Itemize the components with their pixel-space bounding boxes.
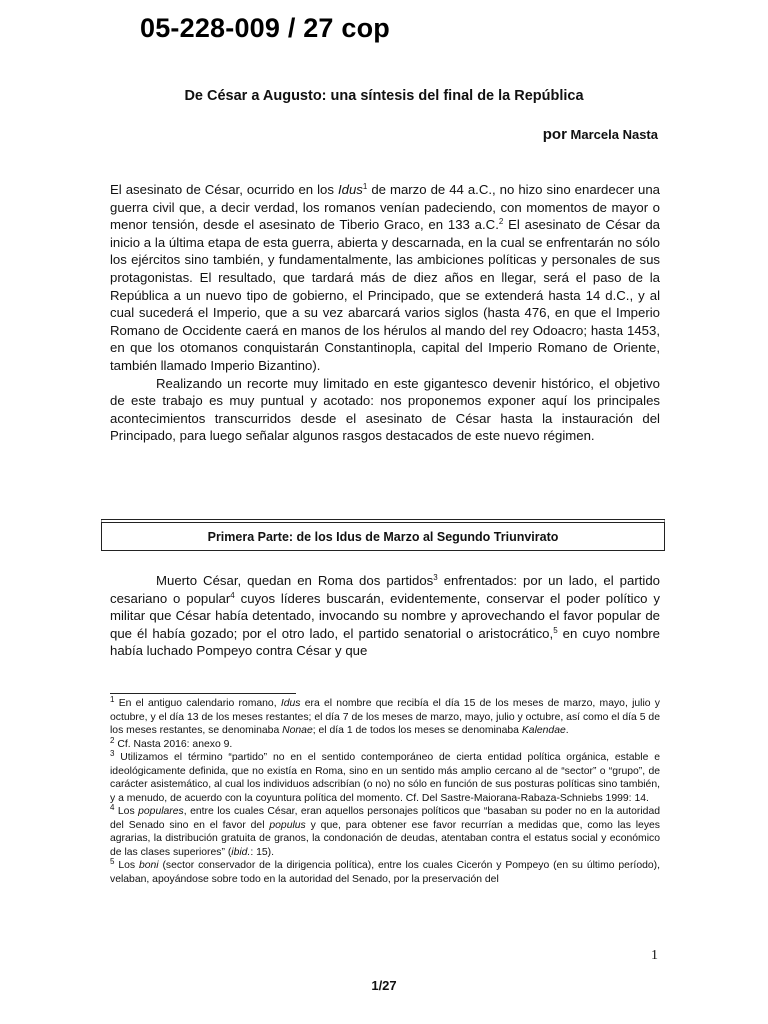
footnote-3: $^3$ Utilizamos el término “partido” no en el sentido contemporáneo de cierta entidad política orgánica, estable e ideológicamente definida, que no existía en Roma, sino en un sentido más amplio cercano al de “sector” o “grupo”, de carácter asistemático, al cual los individuos adscribían (o no) no sólo en función de sus posturas políticas sino también, y a menudo, de acuerdo con la coyuntura política del momento. Cf. Del Sastre-Maiorana-Rabaza-Schniebs 1999: 14. xyxy=(110,749,660,804)
footnote-divider xyxy=(110,693,296,694)
section-paragraph-1: Muerto César, quedan en Roma dos partidos$^3$ enfrentados: por un lado, el partido cesariano o popular$^4$ cuyos líderes buscarán, evidentemente, conservar el poder político y militar que César había detentado, invocando su nombre y aprovechando el favor popular de que él había gozado; por el otro lado, el partido senatorial o aristocrático,$^5$ en cuyo nombre había luchado Pompeyo contra César y que xyxy=(110,573,660,659)
footnote-ref-3: 3 xyxy=(433,573,438,582)
footnote-ref-1: 1 xyxy=(362,182,368,191)
section-heading: Primera Parte: de los Idus de Marzo al Segundo Triunvirato xyxy=(207,529,559,544)
footnote-2: $^2$ Cf. Nasta 2016: anexo 9. xyxy=(110,735,233,750)
byline-por: por xyxy=(542,126,567,143)
footnote-4: $^4$ Los populares, entre los cuales César, eran aquellos personajes políticos que “basaban su poder no en la autoridad del Senado sino en el favor del populus y que, para obtener ese favor recurrían a medidas que, como las leyes agrarias, la distribución gratuita de granos, la condonación de deudas, atentaban contra el estatus social y económico de las clases superiores” (ibid.: 15). xyxy=(110,803,660,858)
byline xyxy=(543,126,658,143)
footnote-ref-2: 2 xyxy=(498,217,504,227)
document-title: De César a Augusto: una síntesis del final de la República xyxy=(184,88,584,104)
document-code-header: 05-228-009 / 27 cop xyxy=(140,13,390,43)
intro-text xyxy=(110,181,660,445)
section-text xyxy=(110,572,660,660)
idus-term: Idus xyxy=(337,182,363,197)
author-name: Marcela Nasta xyxy=(570,127,658,142)
intro-paragraph-1: El asesinato de César, ocurrido en los Idus$^1$ de marzo de 44 a.C., no hizo sino enardecer una guerra civil que, a decir verdad, los romanos venían padeciendo, con momentos de mayor o menor tensión, desde el asesinato de Tiberio Graco, en 133 a.C.$^2$ El asesinato de César da inicio a la última etapa de esta guerra, abierta y descarnada, en la cual se enfrentarán no sólo los ejércitos sino también, y fundamentalmente, las ambiciones políticas y personales de sus protagonistas. El resultado, que tardará más de diez años en llegar, será el paso de la República a un nuevo tipo de gobierno, el Principado, que se extenderá hasta 14 d.C., y al cual sucederá el Imperio, que a su vez abarcará varios siglos (hasta 476, en que el Imperio Romano de Occidente caerá en manos de los hérulos al mando del rey Odoacro; hasta 1453, en que los otomanos conquistarán Constantinopla, capital del Imperio Romano de Oriente, también llamado Imperio Bizantino). xyxy=(110,182,661,373)
page-number: 1 xyxy=(651,948,658,963)
footnote-5: $^5$ Los boni (sector conservador de la dirigencia política), entre los cuales Cicerón y Pompeyo (en su último período), velaban, apoyándose sobre todo en la autoridad del Senado, por la preservación del xyxy=(110,857,660,885)
intro-paragraph-2: Realizando un recorte muy limitado en este gigantesco devenir histórico, el objetivo de este trabajo es muy puntual y acotado: nos proponemos exponer aquí los principales acontecimientos transcurridos desde el asesinato de César hasta la instauración del Principado, para luego señalar algunos rasgos destacados de este nuevo régimen. xyxy=(110,375,660,444)
section-heading-box xyxy=(101,519,665,551)
footnotes xyxy=(110,697,660,886)
footnote-ref-5: 5 xyxy=(553,625,558,635)
footnote-1: $^1$ En el antiguo calendario romano, Idus era el nombre que recibía el día 15 de los meses de marzo, mayo, julio y octubre, y el día 13 de los meses restantes; el día 7 de los meses de marzo, mayo, julio y octubre, así como el día 5 de los meses restantes, se denominaba Nonae; el día 1 de todos los meses se denominaba Kalendae. xyxy=(110,695,660,736)
footnote-ref-4: 4 xyxy=(230,590,235,600)
page-count: 1/27 xyxy=(371,978,397,993)
